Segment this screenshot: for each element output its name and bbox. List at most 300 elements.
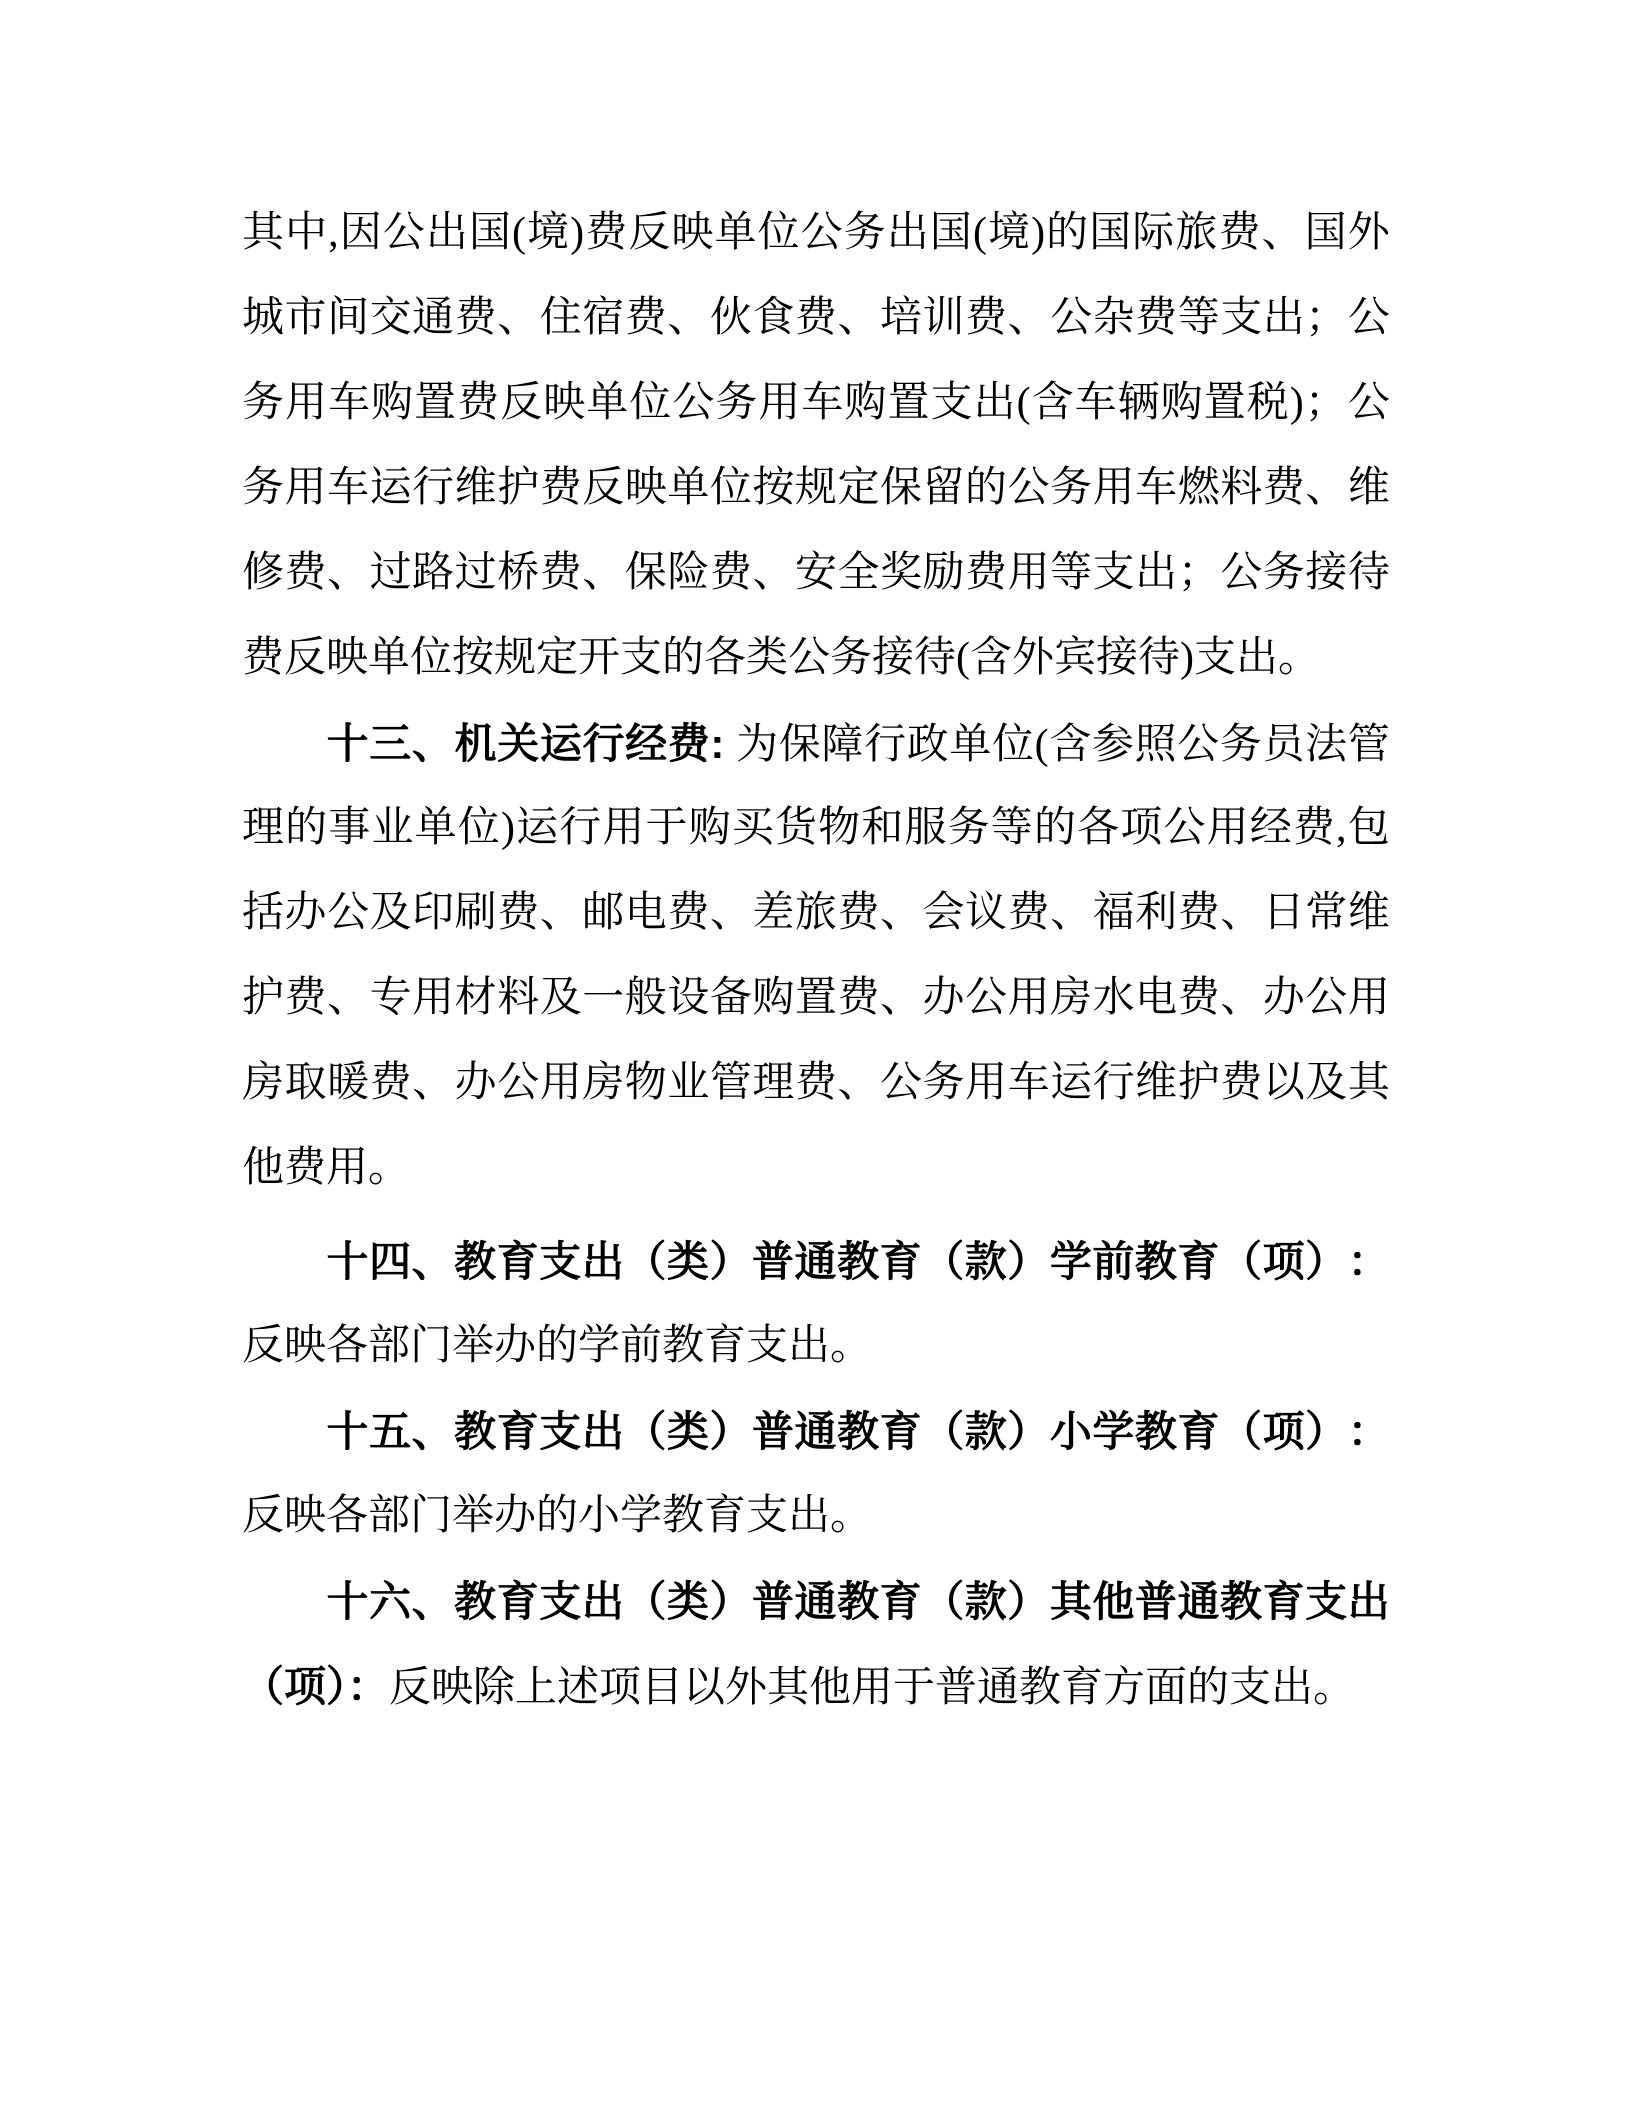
text-run: 反映各部门举办的学前教育支出。: [242, 1323, 873, 1369]
text-char: 务: [242, 380, 285, 426]
text-char: 参: [1091, 722, 1134, 768]
text-char: 国: [929, 210, 972, 256]
text-char: 通: [794, 1578, 837, 1625]
text-char: 保: [879, 465, 922, 511]
text-char: 等: [1177, 295, 1220, 341]
text-char: 通: [794, 1238, 837, 1285]
text-char: 费: [837, 975, 880, 1021]
text-char: 经: [625, 720, 668, 767]
text-char: 教: [1220, 1578, 1263, 1625]
text-char: 公: [1050, 295, 1093, 341]
text-char: 费: [1220, 1060, 1263, 1106]
text-char: 反: [628, 210, 671, 256]
text-char: 用: [758, 380, 801, 426]
text-char: 十: [326, 1578, 369, 1625]
text-char: 办: [284, 890, 327, 936]
text-char: 会: [922, 890, 965, 936]
text-char: 位: [629, 380, 672, 426]
text-char: 支: [539, 1238, 582, 1285]
text-char: 育: [1177, 1408, 1220, 1455]
text-line: [242, 1559, 1390, 1644]
text-char: （: [1220, 1238, 1263, 1285]
text-char: 及: [539, 975, 582, 1021]
text-char: 费: [1177, 975, 1220, 1021]
text-char: 车: [801, 380, 844, 426]
text-char: 公: [1305, 975, 1348, 1021]
text-char: (: [1034, 722, 1049, 768]
text-char: 安: [794, 550, 837, 596]
text-char: 的: [965, 465, 1008, 511]
text-char: 费: [284, 975, 327, 1021]
text-char: 市: [284, 295, 327, 341]
text-char: 费: [369, 1060, 412, 1106]
text-char: 业: [371, 805, 414, 851]
paragraph-14-preschool-education: [242, 1219, 1390, 1389]
text-line: [242, 616, 1390, 701]
text-char: 出: [581, 1408, 624, 1455]
text-char: 费: [965, 550, 1008, 596]
text-char: 映: [624, 465, 667, 511]
paragraph-13-organ-operating-funds: [242, 701, 1390, 1211]
text-char: 其: [242, 210, 285, 256]
text-char: 他: [1092, 1578, 1135, 1625]
text-char: 和: [861, 805, 904, 851]
text-char: 通: [794, 1408, 837, 1455]
text-run: 费反映单位按规定开支的各类公务接待(含外宾接待)支出。: [242, 635, 1320, 681]
text-char: 支: [930, 380, 973, 426]
text-char: （: [624, 1238, 667, 1285]
text-char: 费: [1135, 295, 1178, 341]
text-char: 取: [284, 1060, 327, 1106]
text-char: 费: [794, 295, 837, 341]
text-char: （: [922, 1238, 965, 1285]
text-char: 置: [794, 975, 837, 1021]
text-char: 单: [667, 465, 710, 511]
text-char: 般: [624, 975, 667, 1021]
text-char: 购: [371, 380, 414, 426]
text-char: 、: [1305, 465, 1348, 511]
text-char: 日: [1262, 890, 1305, 936]
text-char: ): [1289, 380, 1304, 426]
text-char: 邮: [582, 890, 625, 936]
text-char: 行: [582, 720, 625, 767]
text-char: 业: [667, 1060, 710, 1106]
text-char: 费: [497, 890, 540, 936]
text-char: 单: [414, 805, 457, 851]
text-char: (: [972, 210, 987, 256]
text-char: 费: [965, 295, 1008, 341]
text-line: [242, 786, 1390, 871]
text-char: 包: [1347, 805, 1390, 851]
text-char: 单: [949, 722, 992, 768]
text-char: 公: [672, 380, 715, 426]
text-char: 教: [454, 1238, 497, 1285]
document-body: [242, 191, 1390, 1729]
text-char: 置: [414, 380, 457, 426]
text-char: 、: [837, 1060, 880, 1106]
text-char: 通: [412, 295, 455, 341]
text-char: 用: [1347, 975, 1390, 1021]
text-char: 机: [454, 720, 497, 767]
text-char: 育: [496, 1408, 539, 1455]
text-char: 支: [1305, 1578, 1348, 1625]
text-char: ）: [709, 1578, 752, 1625]
text-char: 反: [582, 465, 625, 511]
text-char: 、: [879, 975, 922, 1021]
text-char: 车: [328, 380, 371, 426]
text-char: 公: [965, 975, 1008, 1021]
text-char: 购: [844, 380, 887, 426]
text-char: 房: [1050, 975, 1093, 1021]
text-line: [242, 1474, 1390, 1559]
text-char: 教: [837, 1578, 880, 1625]
text-char: 、: [411, 1238, 454, 1285]
text-char: 支: [539, 1578, 582, 1625]
text-char: 因: [339, 210, 382, 256]
text-char: 中: [285, 210, 328, 256]
text-char: ): [500, 805, 515, 851]
text-line: [242, 1041, 1390, 1126]
text-char: （: [624, 1408, 667, 1455]
text-char: 过: [369, 550, 412, 596]
text-char: 路: [412, 550, 455, 596]
text-char: 行: [559, 805, 602, 851]
text-char: 桥: [497, 550, 540, 596]
text-char: 交: [369, 295, 412, 341]
text-char: 公: [1007, 465, 1050, 511]
text-char: 用: [1007, 550, 1050, 596]
text-char: 常: [1305, 890, 1348, 936]
text-char: ）: [709, 1238, 752, 1285]
text-char: 、: [752, 550, 795, 596]
text-char: 设: [667, 975, 710, 1021]
text-char: 教: [1134, 1408, 1177, 1455]
text-char: （: [1220, 1408, 1263, 1455]
text-char: ）: [709, 1408, 752, 1455]
text-char: ）: [1007, 1408, 1050, 1455]
text-char: 购: [688, 805, 731, 851]
text-char: 用: [284, 465, 327, 511]
text-char: 差: [752, 890, 795, 936]
text-char: 出: [973, 380, 1016, 426]
text-char: 位: [991, 722, 1034, 768]
text-char: 境: [527, 210, 570, 256]
text-char: 管: [709, 1060, 752, 1106]
text-char: 事: [328, 805, 371, 851]
text-char: ；: [1177, 550, 1220, 596]
text-char: 费: [585, 210, 628, 256]
text-char: 维: [1347, 890, 1390, 936]
text-char: 、: [411, 720, 454, 767]
text-char: 育: [879, 1238, 922, 1285]
text-char: 、: [539, 890, 582, 936]
first-line-indent: [242, 1275, 326, 1276]
text-char: ）: [1305, 1238, 1348, 1285]
text-char: 支: [1220, 295, 1263, 341]
text-char: 公: [1163, 805, 1206, 851]
text-char: 公: [1347, 380, 1390, 426]
text-line: [242, 1219, 1390, 1304]
text-line: [242, 361, 1390, 446]
text-char: 车: [327, 465, 370, 511]
text-char: 规: [794, 465, 837, 511]
text-char: 关: [497, 720, 540, 767]
text-char: 用: [1092, 465, 1135, 511]
text-char: 出: [425, 210, 468, 256]
text-char: （: [624, 1578, 667, 1625]
text-char: 宿: [582, 295, 625, 341]
text-char: 五: [369, 1408, 412, 1455]
text-char: 出: [886, 210, 929, 256]
text-char: 服: [904, 805, 947, 851]
text-char: 务: [843, 210, 886, 256]
text-char: (: [1016, 380, 1031, 426]
text-char: 公: [327, 890, 370, 936]
text-char: 学: [1092, 1408, 1135, 1455]
text-char: 护: [1177, 1060, 1220, 1106]
text-char: 、: [1261, 210, 1304, 256]
text-char: 学: [1049, 1238, 1092, 1285]
text-line: [242, 276, 1390, 361]
text-char: 水: [1092, 975, 1135, 1021]
first-line-indent: [242, 1615, 326, 1616]
text-char: 、: [327, 550, 370, 596]
text-char: 国: [1304, 210, 1347, 256]
text-char: 费: [794, 1060, 837, 1106]
text-char: 、: [1050, 890, 1093, 936]
text-char: 项: [1120, 805, 1163, 851]
text-char: 置: [887, 380, 930, 426]
text-char: 留: [922, 465, 965, 511]
text-char: 等: [990, 805, 1033, 851]
text-char: 四: [369, 1238, 412, 1285]
text-char: 十: [326, 1238, 369, 1285]
text-char: 旅: [794, 890, 837, 936]
text-char: 费: [539, 550, 582, 596]
text-char: 、: [1220, 975, 1263, 1021]
text-char: 单: [714, 210, 757, 256]
first-line-indent: [242, 1445, 326, 1446]
text-char: 燃: [1177, 465, 1220, 511]
text-char: 费: [667, 890, 710, 936]
text-char: 管: [1347, 722, 1390, 768]
text-char: 维: [1135, 1060, 1178, 1106]
text-char: 利: [1135, 890, 1178, 936]
text-char: 运: [369, 465, 412, 511]
text-char: 外: [1347, 210, 1390, 256]
text-char: 各: [1077, 805, 1120, 851]
text-run: （项）：: [242, 1663, 390, 1710]
text-char: (: [512, 210, 527, 256]
text-char: 修: [242, 550, 285, 596]
text-char: 议: [965, 890, 1008, 936]
text-char: 教: [1134, 1238, 1177, 1285]
text-char: 按: [752, 465, 795, 511]
text-char: 育: [879, 1408, 922, 1455]
text-char: 国: [468, 210, 511, 256]
text-char: 一: [582, 975, 625, 1021]
text-char: 、: [412, 1060, 455, 1106]
text-char: 培: [879, 295, 922, 341]
text-char: ：: [1347, 1408, 1390, 1455]
text-char: 住: [539, 295, 582, 341]
text-char: 类: [666, 1408, 709, 1455]
first-line-indent: [242, 757, 326, 758]
text-char: 维: [1347, 465, 1390, 511]
text-char: ；: [1304, 380, 1347, 426]
text-char: 法: [1305, 722, 1348, 768]
text-char: 待: [1347, 550, 1390, 596]
text-char: 车: [1074, 380, 1117, 426]
text-char: 公: [1220, 550, 1263, 596]
text-line: [242, 1644, 1390, 1729]
text-char: 保: [624, 550, 667, 596]
text-char: 置: [1203, 380, 1246, 426]
text-char: 费: [1177, 890, 1220, 936]
text-char: 普: [752, 1238, 795, 1285]
text-char: 普: [752, 1408, 795, 1455]
text-char: ）: [1007, 1578, 1050, 1625]
text-char: 费: [1218, 210, 1261, 256]
text-char: 教: [454, 1578, 497, 1625]
text-char: 等: [1050, 550, 1093, 596]
text-char: 间: [327, 295, 370, 341]
text-char: 物: [818, 805, 861, 851]
text-char: 教: [837, 1238, 880, 1285]
text-char: [725, 703, 736, 788]
text-char: 办: [1262, 975, 1305, 1021]
text-char: 的: [1033, 805, 1076, 851]
text-char: 、: [497, 295, 540, 341]
text-line: [242, 531, 1390, 616]
text-char: 福: [1092, 890, 1135, 936]
text-char: 料: [497, 975, 540, 1021]
text-char: 、: [667, 295, 710, 341]
text-char: 备: [709, 975, 752, 1021]
text-char: 护: [242, 975, 285, 1021]
text-char: 训: [922, 295, 965, 341]
text-char: 为: [736, 722, 779, 768]
text-char: 款: [964, 1408, 1007, 1455]
text-char: 其: [1049, 1578, 1092, 1625]
text-char: 十: [326, 1408, 369, 1455]
text-char: 奖: [879, 550, 922, 596]
text-char: 障: [821, 722, 864, 768]
text-line: [242, 956, 1390, 1041]
text-char: 含: [1031, 380, 1074, 426]
text-line: [242, 1389, 1390, 1474]
text-char: 公: [382, 210, 425, 256]
text-char: 励: [922, 550, 965, 596]
text-char: 行: [1092, 1060, 1135, 1106]
text-char: 保: [778, 722, 821, 768]
text-char: 费: [1292, 805, 1335, 851]
text-char: 出: [1262, 295, 1305, 341]
text-char: ): [1031, 210, 1046, 256]
text-char: 杂: [1092, 295, 1135, 341]
text-line: [242, 1126, 1390, 1211]
text-char: ：: [1347, 1238, 1390, 1285]
text-char: 房: [582, 1060, 625, 1106]
text-char: 伙: [709, 295, 752, 341]
text-char: 支: [539, 1408, 582, 1455]
text-char: ）: [1305, 1408, 1348, 1455]
text-char: 位: [709, 465, 752, 511]
text-char: 车: [1135, 465, 1178, 511]
text-char: 务: [1219, 722, 1262, 768]
text-char: 、: [1007, 295, 1050, 341]
text-char: 前: [1092, 1238, 1135, 1285]
text-char: :: [710, 720, 725, 767]
text-char: 接: [1305, 550, 1348, 596]
text-char: 于: [645, 805, 688, 851]
text-char: 房: [242, 1060, 285, 1106]
text-char: 、: [1220, 890, 1263, 936]
text-char: 电: [1135, 975, 1178, 1021]
text-char: 款: [964, 1578, 1007, 1625]
text-char: 公: [497, 1060, 540, 1106]
text-char: 含: [1049, 722, 1092, 768]
text-char: 维: [454, 465, 497, 511]
text-char: ,: [328, 210, 339, 256]
text-char: 公: [1347, 295, 1390, 341]
text-char: 务: [1050, 465, 1093, 511]
text-char: 出: [581, 1578, 624, 1625]
text-char: 税: [1246, 380, 1289, 426]
text-char: 务: [1262, 550, 1305, 596]
text-char: ；: [1305, 295, 1348, 341]
text-char: 食: [752, 295, 795, 341]
text-line: [242, 191, 1390, 276]
text-char: ): [570, 210, 585, 256]
text-char: 、: [837, 295, 880, 341]
text-line: [242, 701, 1390, 786]
text-char: 险: [667, 550, 710, 596]
text-char: 务: [947, 805, 990, 851]
text-run: 反映各部门举办的小学教育支出。: [242, 1493, 873, 1539]
text-char: 费: [667, 720, 710, 767]
text-char: 国: [1089, 210, 1132, 256]
text-char: 电: [624, 890, 667, 936]
text-char: 料: [1220, 465, 1263, 511]
text-char: ）: [1007, 1238, 1050, 1285]
text-char: 购: [752, 975, 795, 1021]
text-char: 用: [1007, 975, 1050, 1021]
text-char: 位: [757, 210, 800, 256]
text-char: 务: [242, 465, 285, 511]
text-char: 、: [411, 1578, 454, 1625]
text-char: 、: [327, 975, 370, 1021]
text-char: 费: [1262, 465, 1305, 511]
text-char: 全: [837, 550, 880, 596]
text-char: 其: [1347, 1060, 1390, 1106]
text-char: 育: [1177, 1238, 1220, 1285]
text-char: 用: [602, 805, 645, 851]
text-char: 过: [454, 550, 497, 596]
text-char: 、: [411, 1408, 454, 1455]
text-char: 育: [1262, 1578, 1305, 1625]
text-char: 通: [1177, 1578, 1220, 1625]
paragraph-16-other-general-education: [242, 1559, 1390, 1729]
text-char: 运: [539, 720, 582, 767]
text-char: 十: [326, 720, 369, 767]
text-char: 费: [539, 465, 582, 511]
text-char: 务: [922, 1060, 965, 1106]
text-char: 单: [586, 380, 629, 426]
text-char: 育: [496, 1578, 539, 1625]
text-char: 的: [1046, 210, 1089, 256]
text-char: 护: [497, 465, 540, 511]
